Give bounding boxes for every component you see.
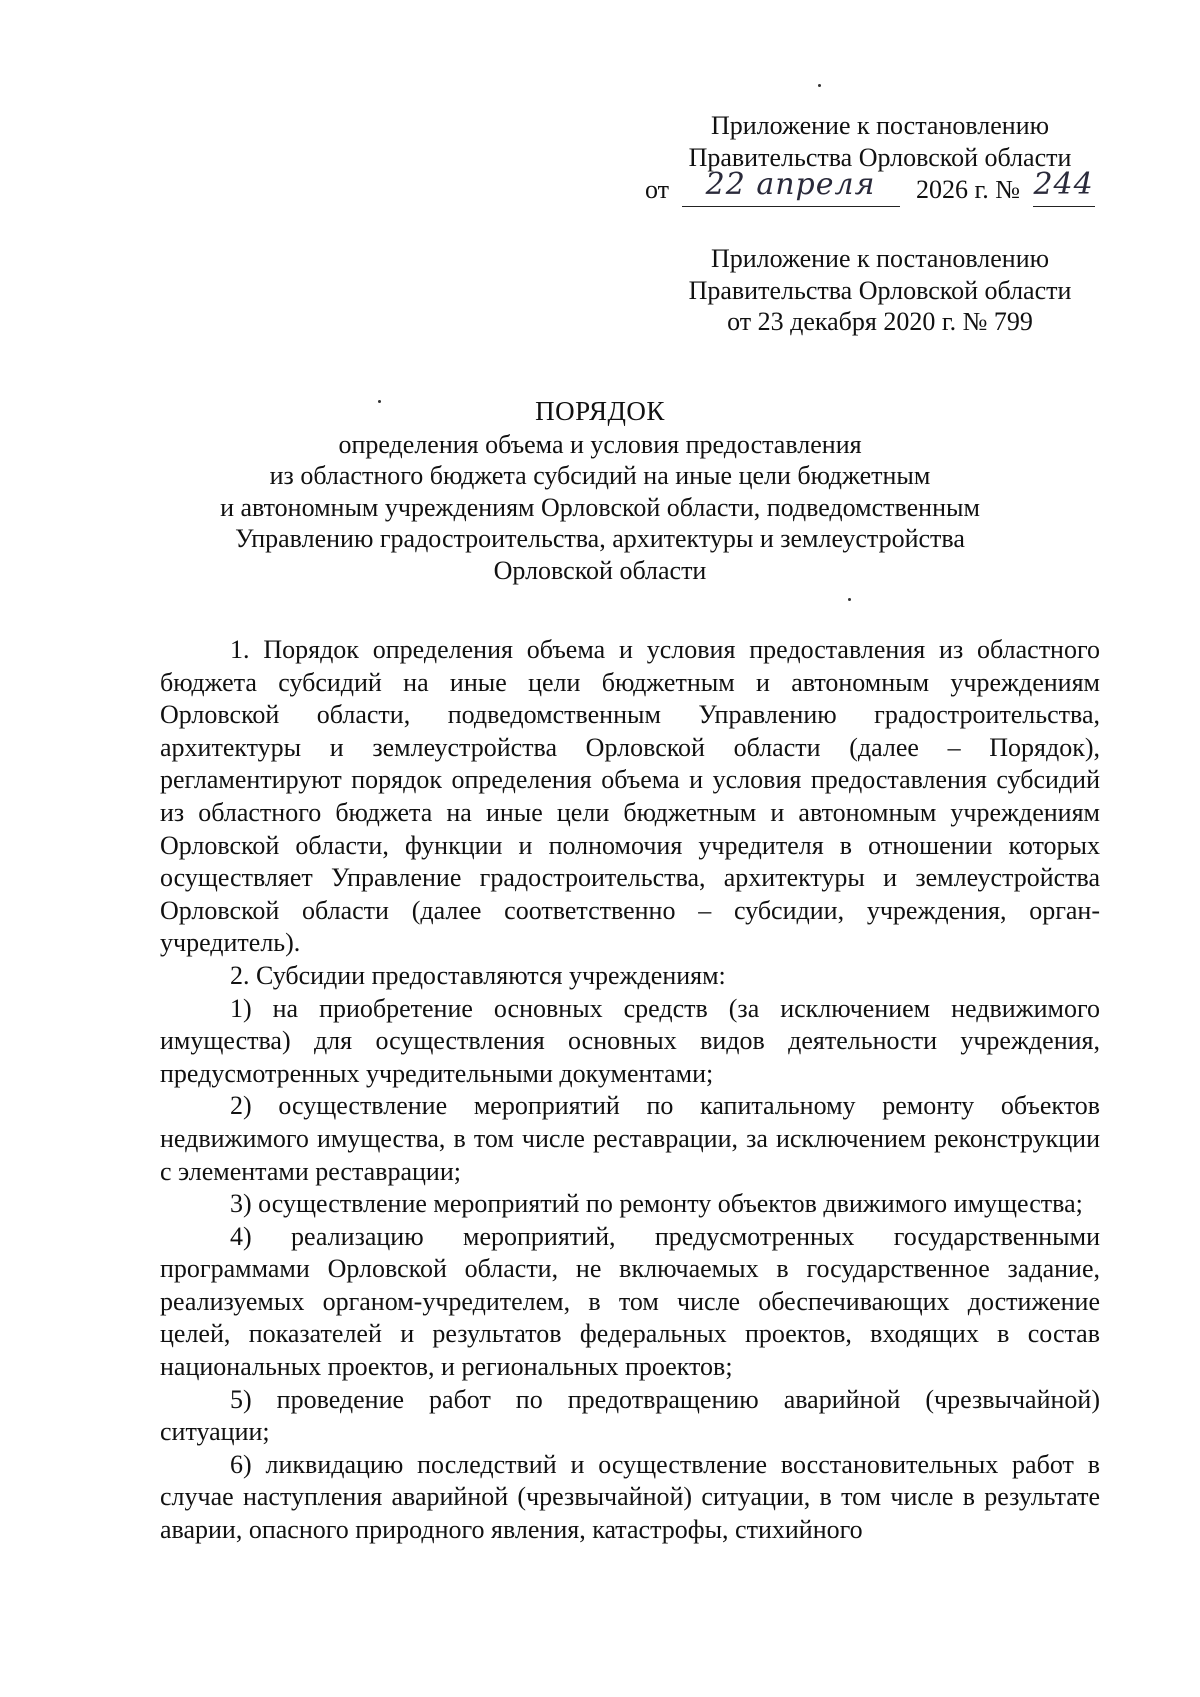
date-fill-field (682, 167, 900, 207)
list-item-4: 4) реализацию мероприятий, предусмотренных государственными программами Орловской области, не включаемых в государственное задание, реализуемых органом-учредителем, в том числе обеспечивающих достижение целей, показателей и результатов федеральных проектов, входящих в состав национальных проектов, и региональных проектов; (160, 1221, 1100, 1382)
appendix-date-number: от 23 декабря 2020 г. № 799 (727, 307, 1033, 336)
title-line: Управлению градостроительства, архитектуры и землеустройства (235, 524, 965, 553)
title-line: Орловской области (493, 555, 707, 585)
appendix-label: Приложение к постановлению (710, 111, 1050, 140)
list-item-1: 1) на приобретение основных средств (за исключением недвижимого имущества) для осуществления основных видов деятельности учреждения, предусмотренных учредительными документами; (160, 993, 1100, 1088)
appendix-authority: Правительства Орловской области (688, 142, 1072, 172)
document-body (160, 634, 1100, 1547)
scan-speck (378, 400, 381, 403)
appendix-header-current (600, 110, 1160, 207)
title-line: и автономным учреждениям Орловской области, подведомственным (220, 492, 980, 522)
paragraph-2: 2. Субсидии предоставляются учреждениям: (230, 960, 726, 990)
document-heading: ПОРЯДОК (535, 396, 665, 426)
scan-speck (818, 84, 821, 87)
scan-speck (848, 598, 851, 601)
appendix-date-line (645, 167, 1160, 207)
appendix-authority: Правительства Орловской области (688, 275, 1072, 305)
appendix-header-original (600, 243, 1160, 338)
title-line: определения объема и условия предоставления (338, 429, 862, 459)
title-line: из областного бюджета субсидий на иные цели бюджетным (269, 461, 931, 490)
paragraph-1: 1. Порядок определения объема и условия предоставления из областного бюджета субсидий на иные цели бюджетным и автономным учреждениям Орловской области, подведомственным Управлению градостроительства, архитектуры и землеустройства Орловской области (далее – Порядок), регламентируют порядок определения объема и условия предоставления субсидий из областного бюджета на иные цели бюджетным и автономным учреждениям Орловской области, функции и полномочия учредителя в отношении которых осуществляет Управление градостроительства, архитектуры и землеустройства Орловской области (далее соответственно – субсидии, учреждения, орган-учредитель). (160, 635, 1100, 958)
handwritten-number: 244 (1033, 167, 1094, 202)
year-number-label: 2026 г. № (916, 175, 1021, 204)
number-fill-field (1033, 167, 1095, 207)
handwritten-date: 22 апреля (705, 167, 876, 202)
list-item-6: 6) ликвидацию последствий и осуществление восстановительных работ в случае наступления аварийной (чрезвычайной) ситуации, в том числе в результате аварии, опасного природного явления, катастрофы, стихийного (160, 1449, 1100, 1545)
list-item-5: 5) проведение работ по предотвращению аварийной (чрезвычайной) ситуации; (160, 1384, 1100, 1447)
date-prefix: от (645, 175, 670, 204)
document-title-block (100, 396, 1100, 586)
appendix-label: Приложение к постановлению (710, 244, 1050, 273)
list-item-2: 2) осуществление мероприятий по капитальному ремонту объектов недвижимого имущества, в том числе реставрации, за исключением реконструкции с элементами реставрации; (160, 1091, 1100, 1186)
list-item-3: 3) осуществление мероприятий по ремонту объектов движимого имущества; (230, 1189, 1083, 1219)
